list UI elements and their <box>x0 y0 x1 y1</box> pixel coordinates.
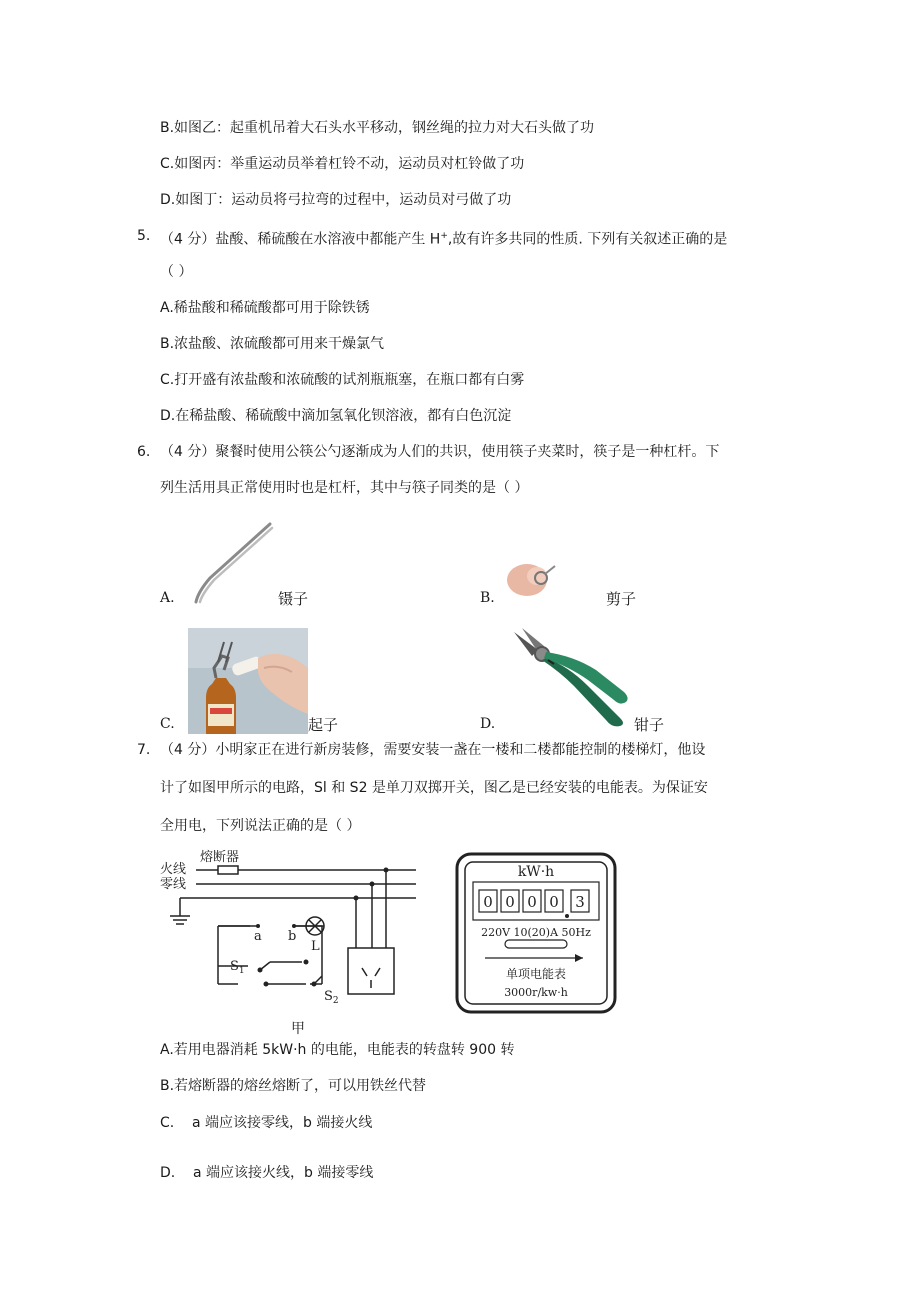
q6-option-a-name: 镊子 <box>278 590 309 608</box>
meter-name: 单项电能表 <box>505 967 567 981</box>
q5-number: 5. <box>137 228 151 244</box>
switch-s2-letter: S <box>324 989 333 1004</box>
q4-option-d: D.如图丁：运动员将弓拉弯的过程中，运动员对弓做了功 <box>160 192 512 208</box>
q5-stem-post: ,故有许多共同的性质. 下列有关叙述正确的是 <box>447 231 728 248</box>
switch-s1-sub: 1 <box>238 966 245 976</box>
q5-option-d: D.在稀盐酸、稀硫酸中滴加氢氧化钡溶液，都有白色沉淀 <box>160 408 512 424</box>
q5-option-a: A.稀盐酸和稀硫酸都可用于除铁锈 <box>160 300 370 316</box>
pliers-image <box>508 626 632 730</box>
live-wire-label: 火线 <box>160 862 187 877</box>
q6-option-c-letter: C. <box>160 716 175 732</box>
q5-stem <box>160 226 727 250</box>
meter-digit-1: 0 <box>483 893 493 911</box>
q4-option-c: C.如图丙：举重运动员举着杠铃不动，运动员对杠铃做了功 <box>160 156 525 172</box>
switch-s2-sub: 2 <box>332 996 339 1006</box>
bottle-opener-image <box>188 628 308 734</box>
switch-s1-label <box>230 959 245 976</box>
meter-digit-2: 0 <box>505 893 515 911</box>
scissors-image <box>505 562 557 602</box>
switch-s1-letter: S <box>230 959 239 974</box>
terminal-a-label: a <box>254 929 262 944</box>
terminal-b-label: b <box>288 929 297 944</box>
q7-stem-line2: 计了如图甲所示的电路，Sl 和 S2 是单刀双掷开关，图乙是已经安装的电能表。为保证安 <box>160 780 708 796</box>
meter-rate: 3000r/kw·h <box>504 986 568 999</box>
q7-stem-line3: 全用电，下列说法正确的是（ ） <box>160 818 361 834</box>
tweezers-image <box>188 520 278 606</box>
q4-option-b: B.如图乙：起重机吊着大石头水平移动，钢丝绳的拉力对大石头做了功 <box>160 120 595 136</box>
circuit-caption: 甲 <box>291 1021 305 1037</box>
q6-option-b-name: 剪子 <box>606 590 637 608</box>
meter-spec: 220V 10(20)A 50Hz <box>481 926 591 939</box>
q6-stem-line1: （4 分）聚餐时使用公筷公勺逐渐成为人们的共识，使用筷子夹菜时，筷子是一种杠杆。下 <box>160 444 720 460</box>
q6-stem-line2: 列生活用具正常使用时也是杠杆，其中与筷子同类的是（ ） <box>160 480 529 496</box>
circuit-diagram <box>160 846 422 1016</box>
q6-option-b-letter: B. <box>480 590 495 606</box>
q5-option-b: B.浓盐酸、浓硫酸都可用来干燥氯气 <box>160 336 385 352</box>
electricity-meter <box>455 852 617 1014</box>
q5-stem-pre: （4 分）盐酸、稀硫酸在水溶液中都能产生 H <box>160 231 441 248</box>
meter-unit: kW·h <box>517 864 555 880</box>
q6-option-c-name: 起子 <box>308 716 339 734</box>
q7-number: 7. <box>137 742 151 758</box>
q7-stem-line1: （4 分）小明家正在进行新房装修，需要安装一盏在一楼和二楼都能控制的楼梯灯，他设 <box>160 742 706 758</box>
q5-blank: （ ） <box>160 264 193 280</box>
meter-digit-4: 0 <box>549 893 559 911</box>
neutral-wire-label: 零线 <box>160 877 187 892</box>
q5-option-c: C.打开盛有浓盐酸和浓硫酸的试剂瓶瓶塞，在瓶口都有白雾 <box>160 372 525 388</box>
q6-option-a-letter: A. <box>160 590 175 606</box>
q6-option-d-name: 钳子 <box>634 716 665 734</box>
q6-option-d-letter: D. <box>480 716 496 732</box>
q7-option-a: A.若用电器消耗 5kW·h 的电能，电能表的转盘转 900 转 <box>160 1042 515 1058</box>
q7-option-d: D. a 端应该接火线，b 端接零线 <box>160 1165 374 1181</box>
fuse-label: 熔断器 <box>200 850 240 865</box>
q7-option-b: B.若熔断器的熔丝熔断了，可以用铁丝代替 <box>160 1078 427 1094</box>
switch-s2-label <box>324 989 339 1006</box>
q5-stem-sup: + <box>440 231 448 241</box>
q7-option-c: C. a 端应该接零线，b 端接火线 <box>160 1115 373 1131</box>
lamp-label: L <box>311 939 320 954</box>
q6-number: 6. <box>137 444 151 460</box>
meter-digit-5: 3 <box>575 893 585 911</box>
meter-digit-3: 0 <box>527 893 537 911</box>
